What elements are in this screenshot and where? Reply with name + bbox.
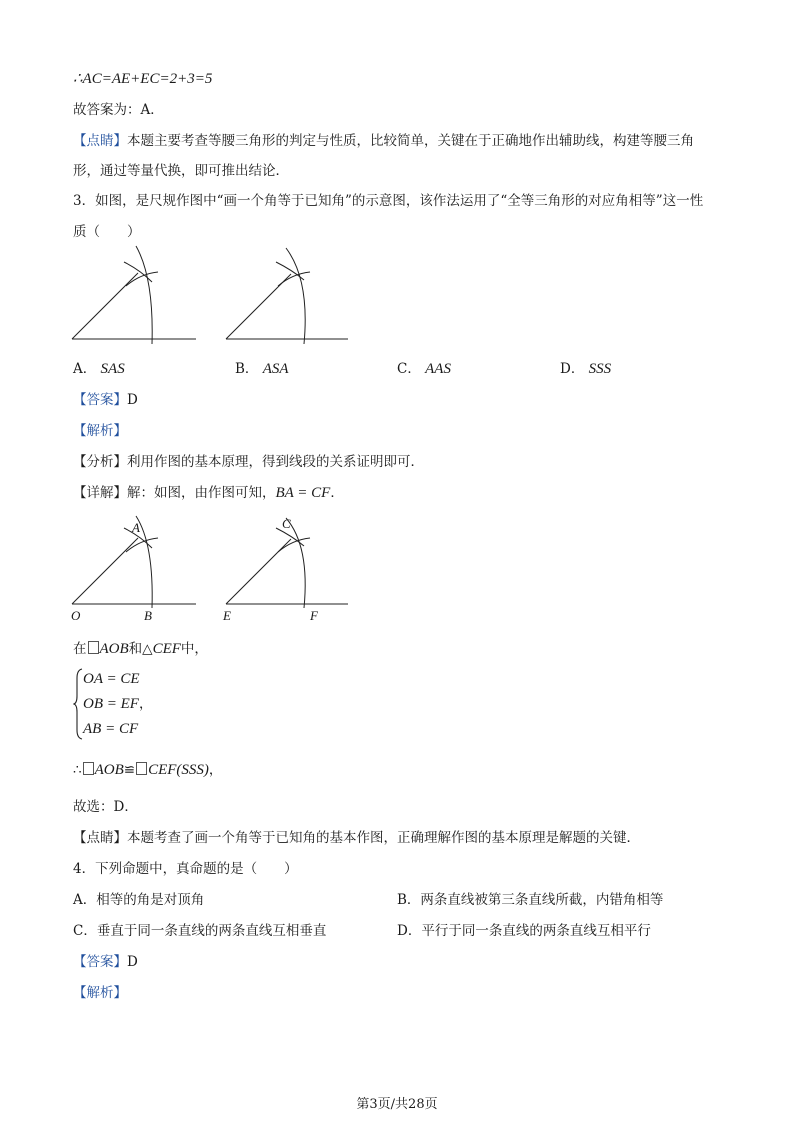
q4-option-a: A．相等的角是对顶角 (73, 892, 205, 908)
q3-option-c-text: AAS (425, 361, 451, 377)
xiangjie-tag: 【详解】 (73, 485, 127, 501)
label-o: O (71, 608, 81, 623)
answer-conclusion: 故答案为：A． (73, 102, 164, 118)
q4-option-d: D．平行于同一条直线的两条直线互相平行 (397, 923, 651, 939)
q3-option-b (235, 360, 289, 378)
xiangjie-end: ． (330, 485, 344, 501)
triangle-symbol-box (83, 762, 94, 775)
xiangjie-paragraph (73, 484, 344, 502)
system-row-3: AB = CF (83, 721, 139, 737)
q3-option-a (73, 360, 125, 378)
q3-answer (73, 391, 138, 409)
q3-option-c (397, 360, 451, 378)
dianjing-paragraph (73, 132, 694, 150)
analysis-tag: 【解析】 (73, 423, 127, 439)
construction-figure-right (220, 244, 360, 350)
q3-option-b-text: ASA (262, 361, 289, 377)
q4-answer-tag: 【答案】 (73, 954, 127, 970)
proof-triangle-aob: AOB (99, 641, 129, 657)
label-e: E (223, 608, 231, 623)
conclusion-triangle-aob: AOB (94, 762, 124, 778)
q3-option-d-letter: D． (560, 361, 585, 377)
q4-answer-value: D (127, 954, 138, 970)
fenxi-text: 利用作图的基本原理，得到线段的关系证明即可． (127, 454, 424, 470)
label-a: A (132, 520, 140, 535)
q4-option-b: B．两条直线被第三条直线所截，内错角相等 (397, 892, 664, 908)
q4-option-c: C．垂直于同一条直线的两条直线互相垂直 (73, 923, 327, 939)
xiangjie-text: 解：如图，由作图可知， (127, 485, 276, 501)
answer-tag: 【答案】 (73, 392, 127, 408)
construction-figure-left (66, 244, 206, 350)
triangle-symbol-box (136, 762, 147, 775)
equation-line: ∴AC=AE+EC=2+3=5 (73, 71, 213, 87)
label-b: B (144, 608, 152, 623)
fenxi-tag: 【分析】 (73, 454, 127, 470)
proof-intro-mid: 和△ (128, 641, 153, 657)
left-brace (73, 668, 83, 740)
label-f: F (310, 608, 318, 623)
labeled-figure-cef (220, 514, 360, 626)
question-3-stem: 3．如图，是尺规作图中“画一个角等于已知角”的示意图，该作法运用了“全等三角形的对应角相等”这一性 (73, 193, 704, 209)
conclusion-triangle-cef: CEF (148, 762, 177, 778)
label-c: C (282, 516, 291, 531)
answer-value: D (127, 392, 138, 408)
congruent-symbol: ≌ (123, 762, 136, 778)
dianjing-tag: 【点睛】 (73, 133, 127, 149)
dianjing-paragraph-2 (73, 829, 640, 847)
dianjing-continued: 形，通过等量代换，即可推出结论． (73, 163, 289, 179)
system-row-2 (83, 695, 152, 713)
system-row-2-eq: OB = EF (83, 696, 139, 712)
q4-answer (73, 953, 138, 971)
q3-option-b-letter: B． (235, 361, 259, 377)
proof-conclusion (73, 761, 222, 779)
proof-intro (73, 640, 208, 658)
dianjing-text: 本题主要考查等腰三角形的判定与性质，比较简单，关键在于正确地作出辅助线，构建等腰三角 (127, 133, 694, 149)
system-row-1: OA = CE (83, 671, 140, 687)
triangle-symbol-box (88, 641, 99, 654)
q3-option-c-letter: C． (397, 361, 421, 377)
xiangjie-equation: BA = CF (275, 485, 331, 501)
dianjing-text-2: 本题考查了画一个角等于已知角的基本作图，正确理解作图的基本原理是解题的关键． (127, 830, 640, 846)
q4-analysis-tag: 【解析】 (73, 985, 127, 1001)
proof-intro-pre: 在 (73, 641, 87, 657)
q3-option-a-text: SAS (100, 361, 125, 377)
question-4-stem: 4．下列命题中，真命题的是（ ） (73, 861, 298, 877)
proof-triangle-cef: CEF (152, 641, 181, 657)
q3-option-d-text: SSS (588, 361, 612, 377)
question-3-stem-end: 质（ ） (73, 224, 141, 240)
labeled-figure-aob (66, 514, 206, 626)
dianjing-tag-2: 【点睛】 (73, 830, 127, 846)
system-row-2-comma: ， (138, 696, 153, 712)
q3-option-d (560, 360, 611, 378)
equation-system (73, 668, 223, 740)
choose-line: 故选：D． (73, 799, 138, 815)
q3-option-a-letter: A． (73, 361, 97, 377)
conclusion-end: ， (208, 762, 223, 778)
conclusion-criterion: (SSS) (176, 762, 209, 778)
proof-intro-post: 中， (180, 641, 208, 657)
page-footer: 第3页/共28页 (356, 1097, 438, 1112)
fenxi-paragraph (73, 453, 424, 471)
therefore-symbol: ∴ (73, 762, 82, 778)
